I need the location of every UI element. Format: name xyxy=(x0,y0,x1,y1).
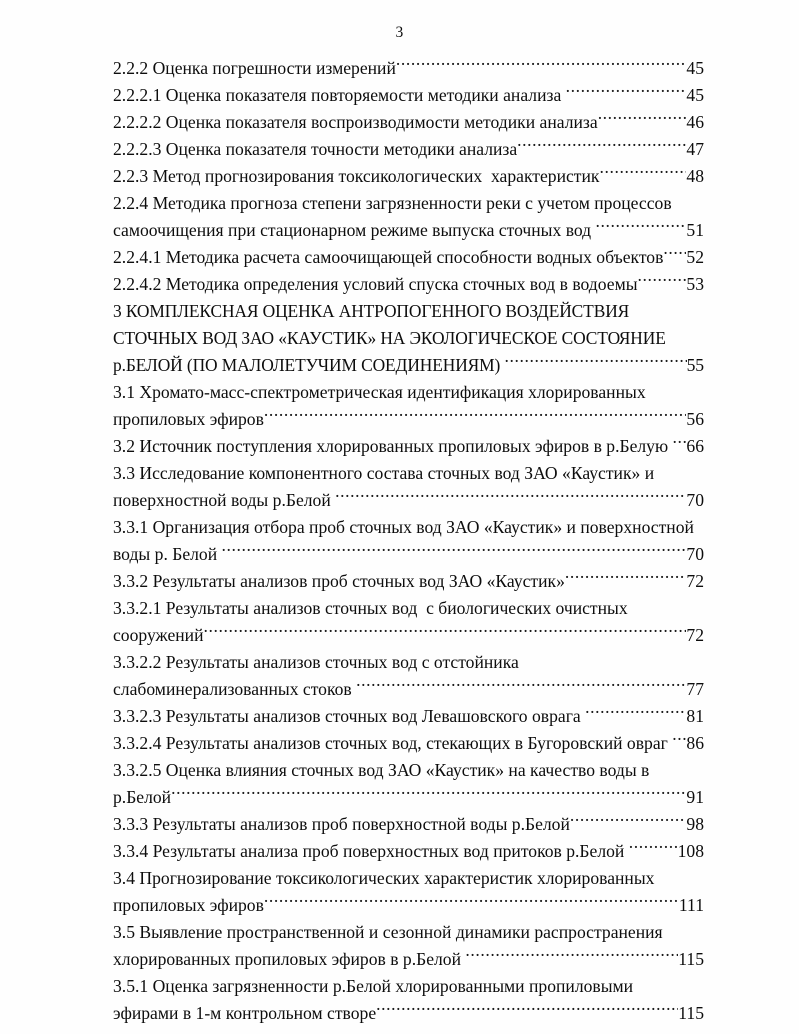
toc-entry-line xyxy=(113,406,704,433)
toc-entry-title: р.Белой xyxy=(113,787,172,807)
toc-page-number: 46 xyxy=(686,112,704,132)
toc-page-number: 115 xyxy=(678,1003,704,1023)
toc-entry-title: хлорированных пропиловых эфиров в р.Белой xyxy=(113,949,466,969)
toc-entry-title: пропиловых эфиров xyxy=(113,409,264,429)
toc-entry-line xyxy=(113,487,704,514)
toc-entry-line xyxy=(113,1000,704,1027)
dot-leader xyxy=(335,488,686,506)
toc-entry[interactable] xyxy=(113,568,704,595)
toc-entry-line xyxy=(113,892,704,919)
toc-entry-line xyxy=(113,919,704,946)
toc-entry-line xyxy=(113,109,704,136)
dot-leader xyxy=(672,731,686,749)
dot-leader xyxy=(629,839,678,857)
toc-entry-line xyxy=(113,784,704,811)
toc-entry-line xyxy=(113,190,704,217)
toc-page-number: 55 xyxy=(686,355,704,375)
toc-entry[interactable] xyxy=(113,136,704,163)
toc-entry-line xyxy=(113,838,704,865)
dot-leader xyxy=(264,407,687,425)
toc-entry-line xyxy=(113,460,704,487)
dot-leader xyxy=(565,569,687,587)
dot-leader xyxy=(663,245,686,263)
dot-leader xyxy=(585,704,686,722)
toc-entry-line xyxy=(113,379,704,406)
toc-entry-title: 3.3.2.4 Результаты анализов сточных вод, стекающих в Бугоровский овраг xyxy=(113,733,673,753)
toc-entry-title: 2.2.4 Методика прогноза степени загрязненности реки с учетом процессов xyxy=(113,193,672,213)
toc-page-number: 115 xyxy=(678,949,704,969)
toc-entry[interactable] xyxy=(113,433,704,460)
toc-entry-title: 2.2.3 Метод прогнозирования токсикологических характеристик xyxy=(113,166,600,186)
toc-entry[interactable] xyxy=(113,811,704,838)
toc-entry-line xyxy=(113,622,704,649)
toc-entry-title: самоочищения при стационарном режиме выпуска сточных вод xyxy=(113,220,596,240)
dot-leader xyxy=(171,785,686,803)
dot-leader xyxy=(517,137,686,155)
toc-entry-title: 3.3.4 Результаты анализа проб поверхностных вод притоков р.Белой xyxy=(113,841,629,861)
toc-page-number: 108 xyxy=(677,841,704,861)
toc-entry[interactable] xyxy=(113,919,704,973)
toc-entry-title: 2.2.2 Оценка погрешности измерений xyxy=(113,58,396,78)
toc-entry-title: 3.4 Прогнозирование токсикологических характеристик хлорированных xyxy=(113,868,655,888)
toc-page-number: 111 xyxy=(678,895,704,915)
toc-entry-title: 3.3.3 Результаты анализов проб поверхностной воды р.Белой xyxy=(113,814,570,834)
dot-leader xyxy=(376,1001,678,1019)
toc-entry-line xyxy=(113,55,704,82)
dot-leader xyxy=(222,542,687,560)
toc-page-number: 52 xyxy=(686,247,704,267)
toc-entry-title: 3.3.2 Результаты анализов проб сточных вод ЗАО «Каустик» xyxy=(113,571,565,591)
toc-entry-title: воды р. Белой xyxy=(113,544,222,564)
toc-entry-line xyxy=(113,271,704,298)
dot-leader xyxy=(396,56,687,74)
toc-entry-title: 3.3.2.1 Результаты анализов сточных вод с биологических очистных xyxy=(113,598,628,618)
toc-entry[interactable] xyxy=(113,55,704,82)
dot-leader xyxy=(638,272,687,290)
toc-entry-title: 3 КОМПЛЕКСНАЯ ОЦЕНКА АНТРОПОГЕННОГО ВОЗДЕЙСТВИЯ xyxy=(113,301,630,321)
toc-entry-title: поверхностной воды р.Белой xyxy=(113,490,336,510)
toc-entry-title: 3.3 Исследование компонентного состава сточных вод ЗАО «Каустик» и xyxy=(113,463,655,483)
toc-entry-title: СТОЧНЫХ ВОД ЗАО «КАУСТИК» НА ЭКОЛОГИЧЕСКОЕ СОСТОЯНИЕ xyxy=(113,328,666,348)
toc-entry-line xyxy=(113,946,704,973)
toc-entry-title: пропиловых эфиров xyxy=(113,895,264,915)
toc-entry-line xyxy=(113,811,704,838)
toc-page-number: 72 xyxy=(686,571,704,591)
toc-entry-line xyxy=(113,244,704,271)
toc-page-number: 86 xyxy=(686,733,704,753)
toc-page-number: 72 xyxy=(686,625,704,645)
toc-entry-title: 3.5 Выявление пространственной и сезонной динамики распространения xyxy=(113,922,663,942)
toc-entry[interactable] xyxy=(113,379,704,433)
toc-entry-title: р.БЕЛОЙ (ПО МАЛОЛЕТУЧИМ СОЕДИНЕНИЯМ) xyxy=(113,355,505,375)
toc-page-number: 66 xyxy=(686,436,704,456)
dot-leader xyxy=(596,218,687,236)
dot-leader xyxy=(204,623,687,641)
toc-entry[interactable] xyxy=(113,757,704,811)
dot-leader xyxy=(465,947,678,965)
toc-entry-title: 2.2.4.1 Методика расчета самоочищающей способности водных объектов xyxy=(113,247,664,267)
toc-entry[interactable] xyxy=(113,190,704,244)
dot-leader xyxy=(264,893,679,911)
toc-entry-line xyxy=(113,703,704,730)
toc-entry[interactable] xyxy=(113,649,704,703)
toc-entry-title: 3.3.2.2 Результаты анализов сточных вод с отстойника xyxy=(113,652,519,672)
page-number: 3 xyxy=(395,24,404,41)
toc-entry-line xyxy=(113,595,704,622)
toc-page-number: 70 xyxy=(686,490,704,510)
toc-page-number: 98 xyxy=(686,814,704,834)
toc-page-number: 47 xyxy=(686,139,704,159)
toc-entry-line xyxy=(113,676,704,703)
toc-entry-line xyxy=(113,217,704,244)
table-of-contents xyxy=(113,55,704,1027)
toc-entry-line xyxy=(113,865,704,892)
toc-entry-title: 2.2.2.2 Оценка показателя воспроизводимости методики анализа xyxy=(113,112,598,132)
toc-page-number: 56 xyxy=(686,409,704,429)
toc-page-number: 48 xyxy=(686,166,704,186)
toc-entry-line xyxy=(113,352,704,379)
toc-entry-title: 3.3.2.3 Результаты анализов сточных вод Левашовского оврага xyxy=(113,706,586,726)
dot-leader xyxy=(673,434,687,452)
toc-page-number: 51 xyxy=(686,220,704,240)
dot-leader xyxy=(599,164,686,182)
toc-entry-line xyxy=(113,298,704,325)
dot-leader xyxy=(570,812,687,830)
toc-entry-line xyxy=(113,433,704,460)
dot-leader xyxy=(356,677,686,695)
toc-entry-line xyxy=(113,82,704,109)
toc-page-number: 81 xyxy=(686,706,704,726)
toc-entry[interactable] xyxy=(113,460,704,514)
dot-leader xyxy=(566,83,687,101)
toc-entry-line xyxy=(113,325,704,352)
toc-entry[interactable] xyxy=(113,271,704,298)
toc-page-number: 77 xyxy=(686,679,704,699)
toc-page-number: 70 xyxy=(686,544,704,564)
toc-entry-line xyxy=(113,649,704,676)
toc-entry-line xyxy=(113,163,704,190)
toc-entry[interactable] xyxy=(113,730,704,757)
toc-entry[interactable] xyxy=(113,298,704,379)
toc-entry-title: сооружений xyxy=(113,625,204,645)
toc-entry-title: 3.2 Источник поступления хлорированных пропиловых эфиров в р.Белую xyxy=(113,436,673,456)
toc-entry-title: эфирами в 1-м контрольном створе xyxy=(113,1003,377,1023)
dot-leader xyxy=(504,354,686,371)
toc-entry-title: 2.2.4.2 Методика определения условий спуска сточных вод в водоемы xyxy=(113,274,638,294)
toc-entry[interactable] xyxy=(113,163,704,190)
toc-entry-line xyxy=(113,757,704,784)
toc-entry[interactable] xyxy=(113,865,704,919)
toc-entry-line xyxy=(113,568,704,595)
toc-entry-line xyxy=(113,973,704,1000)
toc-entry[interactable] xyxy=(113,973,704,1027)
toc-page-number: 91 xyxy=(686,787,704,807)
toc-entry[interactable] xyxy=(113,595,704,649)
toc-entry[interactable] xyxy=(113,514,704,568)
toc-entry-title: 2.2.2.3 Оценка показателя точности методики анализа xyxy=(113,139,518,159)
toc-entry-title: 2.2.2.1 Оценка показателя повторяемости методики анализа xyxy=(113,85,566,105)
toc-entry[interactable] xyxy=(113,244,704,271)
toc-entry-title: слабоминерализованных стоков xyxy=(113,679,357,699)
toc-entry-title: 3.3.1 Организация отбора проб сточных вод ЗАО «Каустик» и поверхностной xyxy=(113,517,694,537)
toc-entry[interactable] xyxy=(113,82,704,109)
toc-page-number: 45 xyxy=(686,58,704,78)
toc-entry-line xyxy=(113,730,704,757)
toc-entry-title: 3.3.2.5 Оценка влияния сточных вод ЗАО «Каустик» на качество воды в xyxy=(113,760,650,780)
toc-entry-title: 3.1 Хромато-масс-спектрометрическая идентификация хлорированных xyxy=(113,382,646,402)
toc-entry-line xyxy=(113,541,704,568)
toc-entry[interactable] xyxy=(113,109,704,136)
toc-entry[interactable] xyxy=(113,703,704,730)
toc-page-number: 45 xyxy=(686,85,704,105)
toc-page-number: 53 xyxy=(686,274,704,294)
toc-entry-line xyxy=(113,514,704,541)
toc-entry-title: 3.5.1 Оценка загрязненности р.Белой хлорированными пропиловыми xyxy=(113,976,634,996)
toc-entry-line xyxy=(113,136,704,163)
toc-entry[interactable] xyxy=(113,838,704,865)
dot-leader xyxy=(598,110,687,128)
